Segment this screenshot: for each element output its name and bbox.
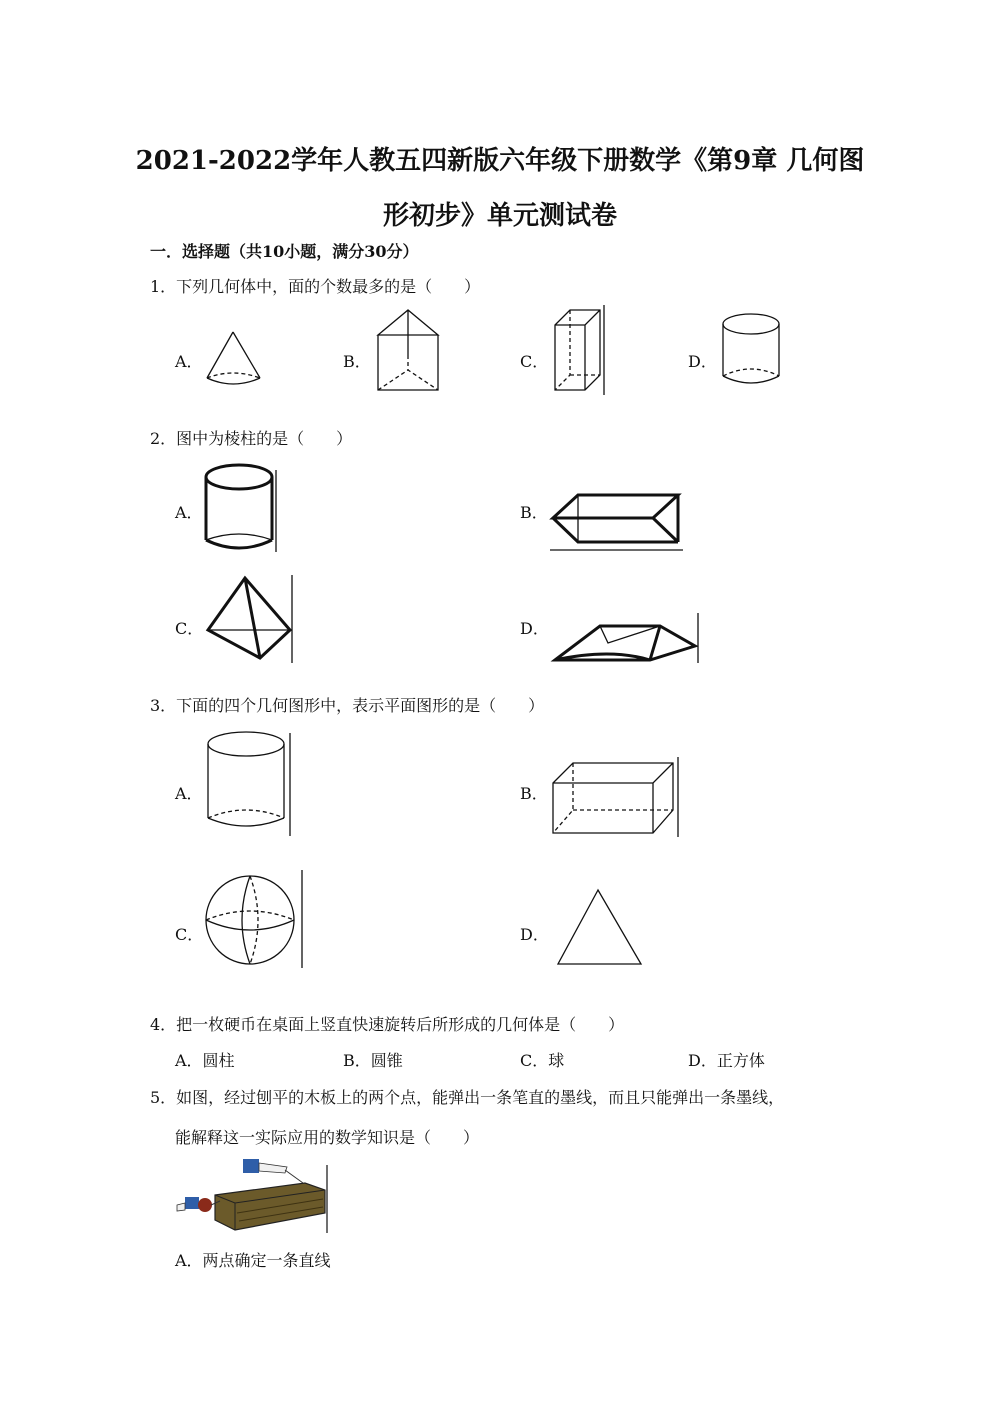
q3-option-b[interactable]: B． — [520, 784, 548, 803]
q1-option-c[interactable]: C． — [520, 352, 549, 371]
triangular-prism-icon — [548, 490, 688, 554]
question-3: 3．下面的四个几何图形中，表示平面图形的是（ ） — [150, 696, 545, 715]
cone-icon — [200, 330, 270, 390]
question-4: 4．把一枚硬币在桌面上竖直快速旋转后所形成的几何体是（ ） — [150, 1015, 625, 1034]
frustum-icon — [550, 608, 700, 666]
tetrahedron-icon — [200, 570, 296, 666]
q3-option-c[interactable]: C． — [175, 925, 204, 944]
sphere-icon — [200, 868, 304, 972]
q1-option-d[interactable]: D． — [688, 352, 717, 371]
q5-option-a[interactable]: A．两点确定一条直线 — [175, 1251, 331, 1270]
triangle-icon — [553, 882, 649, 972]
q3-option-a[interactable]: A． — [175, 784, 203, 803]
q1-option-b[interactable]: B． — [343, 352, 371, 371]
q3-option-d[interactable]: D． — [520, 925, 549, 944]
q1-option-a[interactable]: A． — [175, 352, 203, 371]
question-1: 1．下列几何体中，面的个数最多的是（ ） — [150, 277, 481, 296]
cylinder-icon — [718, 310, 783, 390]
triangular-prism-icon — [370, 305, 445, 395]
section-heading: 一．选择题（共10小题，满分30分） — [150, 242, 419, 261]
question-5-line2: 能解释这一实际应用的数学知识是（ ） — [175, 1128, 480, 1147]
cylinder-icon — [200, 460, 282, 555]
cuboid-icon — [548, 755, 683, 839]
q4-option-d[interactable]: D．正方体 — [688, 1051, 765, 1070]
cuboid-icon — [550, 305, 610, 397]
q2-option-d[interactable]: D． — [520, 619, 549, 638]
q2-option-a[interactable]: A． — [175, 503, 203, 522]
q4-option-c[interactable]: C．球 — [520, 1051, 565, 1070]
q4-option-a[interactable]: A．圆柱 — [175, 1051, 235, 1070]
question-5-line1: 5．如图，经过刨平的木板上的两个点，能弹出一条笔直的墨线，而且只能弹出一条墨线， — [150, 1088, 785, 1107]
wooden-board-icon — [175, 1155, 333, 1235]
q2-option-b[interactable]: B． — [520, 503, 548, 522]
q4-option-b[interactable]: B．圆锥 — [343, 1051, 403, 1070]
page-title-line2: 形初步》单元测试卷 — [382, 201, 617, 231]
cylinder-icon — [202, 728, 294, 838]
q2-option-c[interactable]: C． — [175, 619, 204, 638]
page-title-line1: 2021-2022学年人教五四新版六年级下册数学《第9章 几何图 — [135, 146, 865, 176]
question-2: 2．图中为棱柱的是（ ） — [150, 429, 353, 448]
